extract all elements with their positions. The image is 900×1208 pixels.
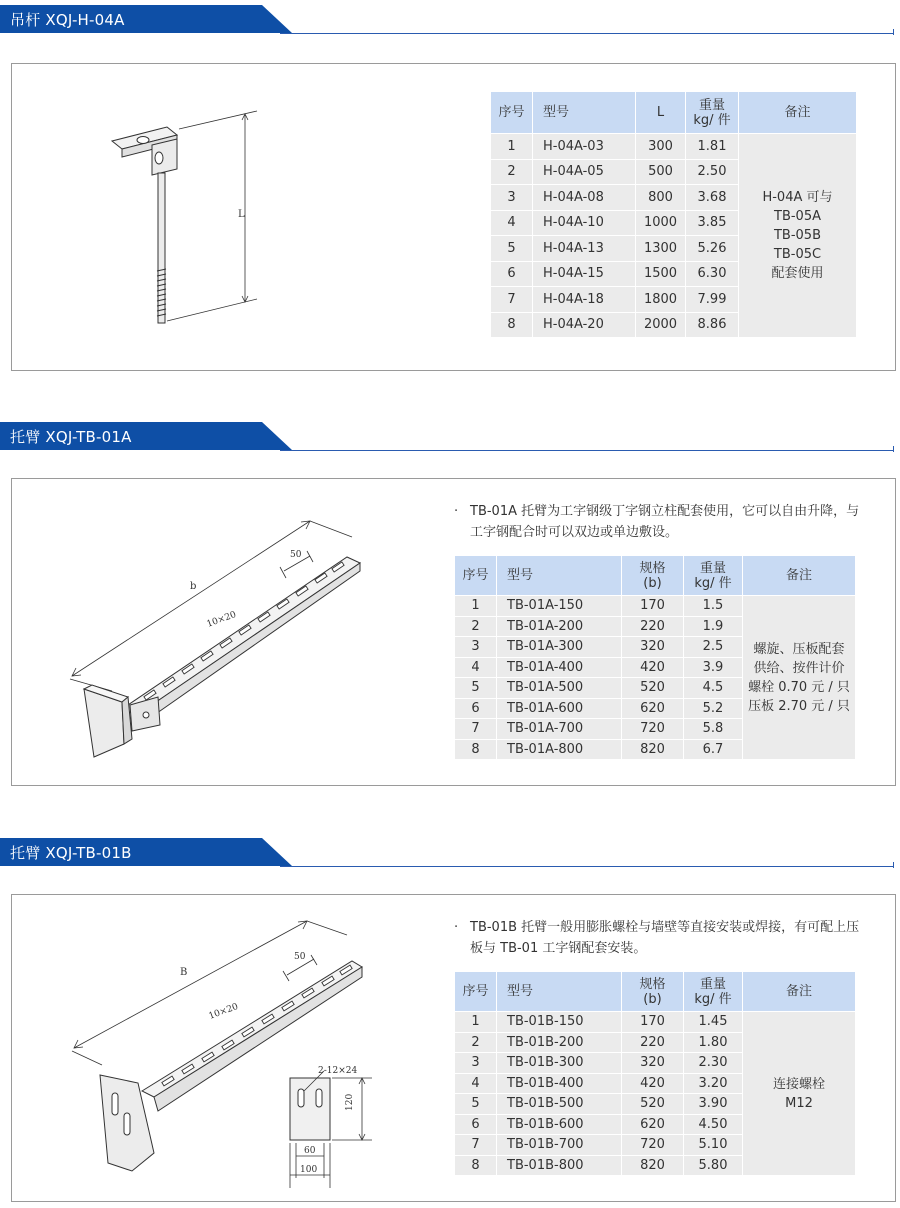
- col-header-weight: 重量 kg/ 件: [684, 556, 742, 595]
- cell-index: 8: [491, 313, 532, 338]
- cell-spec: 520: [622, 1094, 683, 1114]
- cell-model: H-04A-03: [533, 134, 635, 159]
- section-header-tb01b: [0, 838, 900, 872]
- cell-weight: 5.8: [684, 719, 742, 739]
- cell-model: H-04A-05: [533, 160, 635, 185]
- cell-model: TB-01A-700: [497, 719, 621, 739]
- support-arm-a-drawing: [62, 499, 382, 764]
- dim-label-l: L: [238, 209, 245, 220]
- cell-spec: 220: [622, 617, 683, 637]
- col-header-index: 序号: [455, 972, 496, 1011]
- col-header-length: L: [636, 92, 685, 133]
- cell-index: 2: [455, 617, 496, 637]
- cell-spec: 620: [622, 699, 683, 719]
- cell-index: 6: [455, 1115, 496, 1135]
- support-arm-b-drawing: [62, 913, 382, 1188]
- section-title: 托臂 XQJ-TB-01B: [10, 844, 132, 862]
- cell-index: 3: [455, 1053, 496, 1073]
- cell-remark: 连接螺栓 M12: [743, 1012, 855, 1175]
- cell-model: TB-01B-700: [497, 1135, 621, 1155]
- cell-spec: 820: [622, 740, 683, 760]
- cell-weight: 2.5: [684, 637, 742, 657]
- cell-weight: 6.7: [684, 740, 742, 760]
- cell-spec: 620: [622, 1115, 683, 1135]
- cell-weight: 2.30: [684, 1053, 742, 1073]
- hanger-rod-drawing: [97, 99, 282, 334]
- spec-table-h04a: [490, 91, 857, 338]
- panel-tb01b: [11, 894, 896, 1202]
- cell-model: H-04A-08: [533, 185, 635, 210]
- cell-index: 1: [455, 596, 496, 616]
- section-rule: [280, 866, 894, 867]
- cell-spec: 820: [622, 1156, 683, 1176]
- cell-index: 8: [455, 1156, 496, 1176]
- cell-weight: 5.80: [684, 1156, 742, 1176]
- cell-spec: 420: [622, 1074, 683, 1094]
- cell-length: 500: [636, 160, 685, 185]
- cell-model: TB-01A-600: [497, 699, 621, 719]
- cell-model: TB-01B-400: [497, 1074, 621, 1094]
- col-header-spec: 规格 (b): [622, 556, 683, 595]
- description-tb01a: [454, 501, 869, 543]
- section-rule-end: [893, 862, 894, 868]
- spec-table-tb01a: [454, 555, 856, 760]
- cell-index: 4: [455, 658, 496, 678]
- cell-model: TB-01B-300: [497, 1053, 621, 1073]
- cell-index: 4: [491, 211, 532, 236]
- cell-index: 1: [455, 1012, 496, 1032]
- col-header-remark: 备注: [743, 972, 855, 1011]
- col-header-model: 型号: [497, 556, 621, 595]
- cell-length: 300: [636, 134, 685, 159]
- cell-model: H-04A-10: [533, 211, 635, 236]
- cell-weight: 4.50: [684, 1115, 742, 1135]
- cell-model: TB-01B-500: [497, 1094, 621, 1114]
- description-tb01b: [454, 917, 869, 959]
- cell-index: 6: [491, 262, 532, 287]
- dim-label-holes: 2-12×24: [318, 1066, 358, 1076]
- table-row: [455, 1012, 855, 1032]
- cell-index: 5: [455, 1094, 496, 1114]
- description-text: TB-01B 托臂一般用膨胀螺栓与墙壁等直接安装或焊接，有可配上压板与 TB-01 工字钢配套安装。: [470, 920, 860, 956]
- dim-label-slot: 10×20: [207, 1002, 240, 1022]
- bullet-dot: ·: [454, 504, 459, 519]
- dim-label-outer: 100: [300, 1165, 318, 1175]
- dim-label-pitch: 50: [294, 952, 306, 962]
- col-header-remark: 备注: [739, 92, 856, 133]
- panel-h04a: [11, 63, 896, 371]
- section-rule: [280, 33, 894, 34]
- col-header-model: 型号: [497, 972, 621, 1011]
- panel-tb01a: [11, 478, 896, 786]
- section-header-h04a: [0, 5, 900, 39]
- dim-label-pitch: 50: [290, 550, 302, 560]
- cell-spec: 520: [622, 678, 683, 698]
- col-header-weight: 重量 kg/ 件: [686, 92, 738, 133]
- cell-spec: 170: [622, 596, 683, 616]
- cell-model: H-04A-13: [533, 236, 635, 261]
- description-text: TB-01A 托臂为工字钢级丁字钢立柱配套使用，它可以自由升降，与工字钢配合时可以双边或单边敷设。: [470, 504, 860, 540]
- cell-index: 8: [455, 740, 496, 760]
- cell-remark: 螺旋、压板配套 供给、按件计价 螺栓 0.70 元 / 只 压板 2.70 元 / 只: [743, 596, 855, 759]
- cell-index: 2: [455, 1033, 496, 1053]
- cell-spec: 420: [622, 658, 683, 678]
- cell-length: 800: [636, 185, 685, 210]
- cell-index: 6: [455, 699, 496, 719]
- col-header-spec: 规格 (b): [622, 972, 683, 1011]
- cell-model: H-04A-18: [533, 287, 635, 312]
- cell-length: 1500: [636, 262, 685, 287]
- cell-spec: 320: [622, 637, 683, 657]
- cell-weight: 3.68: [686, 185, 738, 210]
- cell-index: 4: [455, 1074, 496, 1094]
- dim-label-b: b: [190, 581, 197, 592]
- col-header-model: 型号: [533, 92, 635, 133]
- cell-index: 1: [491, 134, 532, 159]
- cell-weight: 3.85: [686, 211, 738, 236]
- cell-spec: 720: [622, 719, 683, 739]
- dim-label-height: 120: [345, 1093, 355, 1111]
- cell-index: 5: [455, 678, 496, 698]
- cell-spec: 720: [622, 1135, 683, 1155]
- col-header-index: 序号: [491, 92, 532, 133]
- cell-model: TB-01A-150: [497, 596, 621, 616]
- section-rule-end: [893, 446, 894, 452]
- cell-weight: 1.9: [684, 617, 742, 637]
- cell-model: TB-01B-600: [497, 1115, 621, 1135]
- cell-index: 2: [491, 160, 532, 185]
- cell-weight: 5.2: [684, 699, 742, 719]
- cell-index: 7: [455, 719, 496, 739]
- cell-weight: 3.20: [684, 1074, 742, 1094]
- cell-length: 1300: [636, 236, 685, 261]
- cell-model: TB-01A-800: [497, 740, 621, 760]
- dim-label-slot: 10×20: [205, 610, 238, 630]
- cell-index: 5: [491, 236, 532, 261]
- cell-model: TB-01A-300: [497, 637, 621, 657]
- cell-spec: 170: [622, 1012, 683, 1032]
- dim-label-inner: 60: [304, 1146, 316, 1156]
- bullet-dot: ·: [454, 920, 459, 935]
- cell-model: TB-01B-800: [497, 1156, 621, 1176]
- col-header-index: 序号: [455, 556, 496, 595]
- cell-model: TB-01A-400: [497, 658, 621, 678]
- dim-label-b: B: [180, 967, 188, 978]
- section-title: 吊杆 XQJ-H-04A: [10, 11, 125, 29]
- table-row: [455, 596, 855, 616]
- cell-weight: 7.99: [686, 287, 738, 312]
- section-rule: [280, 450, 894, 451]
- cell-weight: 1.80: [684, 1033, 742, 1053]
- cell-index: 3: [491, 185, 532, 210]
- cell-weight: 1.5: [684, 596, 742, 616]
- cell-weight: 3.9: [684, 658, 742, 678]
- cell-spec: 220: [622, 1033, 683, 1053]
- cell-weight: 5.10: [684, 1135, 742, 1155]
- cell-length: 1000: [636, 211, 685, 236]
- cell-length: 2000: [636, 313, 685, 338]
- cell-index: 7: [491, 287, 532, 312]
- cell-weight: 5.26: [686, 236, 738, 261]
- section-rule-end: [893, 29, 894, 35]
- section-title: 托臂 XQJ-TB-01A: [10, 428, 132, 446]
- cell-index: 3: [455, 637, 496, 657]
- cell-length: 1800: [636, 287, 685, 312]
- col-header-weight: 重量 kg/ 件: [684, 972, 742, 1011]
- cell-weight: 8.86: [686, 313, 738, 338]
- cell-weight: 3.90: [684, 1094, 742, 1114]
- cell-model: TB-01B-150: [497, 1012, 621, 1032]
- cell-model: H-04A-20: [533, 313, 635, 338]
- table-row: [491, 134, 856, 159]
- spec-table-tb01b: [454, 971, 856, 1176]
- cell-model: TB-01A-500: [497, 678, 621, 698]
- cell-model: TB-01B-200: [497, 1033, 621, 1053]
- cell-remark: H-04A 可与 TB-05A TB-05B TB-05C 配套使用: [739, 134, 856, 337]
- cell-weight: 1.45: [684, 1012, 742, 1032]
- cell-index: 7: [455, 1135, 496, 1155]
- cell-spec: 320: [622, 1053, 683, 1073]
- cell-model: H-04A-15: [533, 262, 635, 287]
- cell-weight: 6.30: [686, 262, 738, 287]
- section-header-tb01a: [0, 422, 900, 456]
- col-header-remark: 备注: [743, 556, 855, 595]
- cell-weight: 4.5: [684, 678, 742, 698]
- cell-weight: 2.50: [686, 160, 738, 185]
- cell-model: TB-01A-200: [497, 617, 621, 637]
- cell-weight: 1.81: [686, 134, 738, 159]
